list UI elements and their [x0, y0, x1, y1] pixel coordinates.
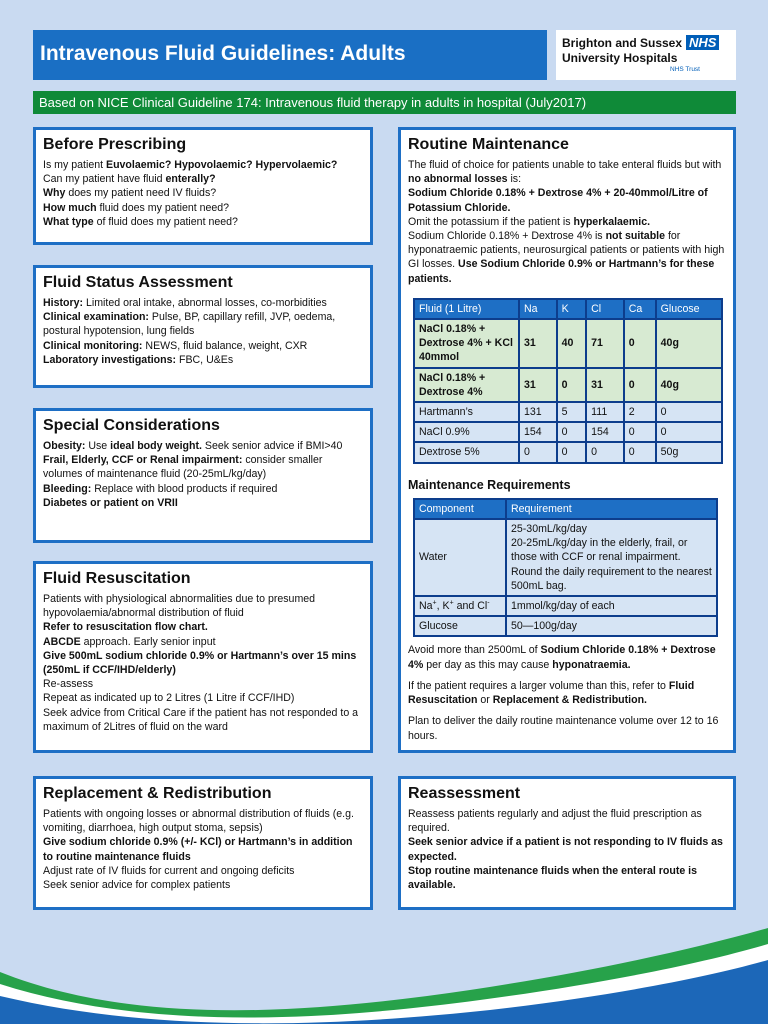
maintenance-requirements-table	[413, 498, 718, 638]
subsection-title: Maintenance Requirements	[408, 477, 571, 492]
section-title: Fluid Resuscitation	[43, 570, 191, 587]
section-title: Fluid Status Assessment	[43, 274, 233, 291]
table-header-row	[414, 299, 722, 319]
section-title: Routine Maintenance	[408, 136, 569, 153]
text-line: Patients with ongoing losses or abnormal distribution of fluids (e.g. vomiting, diarrhoea, high output stoma, sepsis)	[43, 808, 354, 835]
table-header-row	[414, 499, 717, 519]
replacement-box	[33, 776, 373, 910]
section-title: Replacement & Redistribution	[43, 785, 272, 802]
column-header: Ca	[624, 299, 656, 319]
text-line: Seek senior advice if a patient is not responding to IV fluids as expected.	[408, 836, 723, 863]
text-line: Omit the potassium if the patient is hyperkalaemic.	[408, 215, 651, 228]
text-line: Sodium Chloride 0.18% + Dextrose 4% + 20-40mmol/Litre of Potassium Chloride.	[408, 187, 708, 214]
text-line: Reassess patients regularly and adjust the fluid prescription as required.	[408, 808, 702, 835]
text-line: Clinical monitoring: NEWS, fluid balance, weight, CXR	[43, 339, 308, 352]
table-row: Water 25-30mL/kg/day 20-25mL/kg/day in the elderly, frail, or those with CCF or renal impairment. Round the daily requirement to the nearest 500mL bag.	[414, 519, 717, 596]
wave-decoration-icon	[0, 920, 768, 1024]
text-line: Diabetes or patient on VRII	[43, 496, 178, 509]
nice-banner: Based on NICE Clinical Guideline 174: Intravenous fluid therapy in adults in hospital (July2017)	[33, 91, 736, 114]
text-line: Laboratory investigations: FBC, U&Es	[43, 353, 234, 366]
column-header: Glucose	[656, 299, 722, 319]
column-header: Requirement	[506, 499, 717, 519]
text-line: Give 500mL sodium chloride 0.9% or Hartmann’s over 15 mins (250mL if CCF/IHD/elderly)	[43, 649, 357, 677]
nhs-logo-icon: NHS	[686, 35, 719, 50]
fluid-status-box	[33, 265, 373, 388]
text-line: If the patient requires a larger volume than this, refer to Fluid Resuscitation or Replacement & Redistribution.	[408, 679, 695, 707]
text-line: The fluid of choice for patients unable to take enteral fluids but with no abnormal losses is:	[408, 159, 722, 186]
text-line: Is my patient Euvolaemic? Hypovolaemic? Hypervolaemic?	[43, 159, 338, 171]
column-header: Fluid (1 Litre)	[414, 299, 519, 319]
text-line: Adjust rate of IV fluids for current and ongoing deficits	[43, 864, 295, 877]
column-header: Na	[519, 299, 557, 319]
text-line: Stop routine maintenance fluids when the enteral route is available.	[408, 864, 698, 892]
text-line: Obesity: Use ideal body weight. Seek senior advice if BMI>40	[43, 440, 343, 452]
text-line: Give sodium chloride 0.9% (+/- KCl) or Hartmann’s in addition to routine maintenance fluids	[43, 836, 353, 863]
routine-maintenance-box	[398, 127, 736, 753]
table-row: NaCl 0.18% + Dextrose 4% + KCl 40mmol 31 40 71 0 40g	[414, 319, 722, 368]
logo-line3: NHS Trust	[670, 66, 700, 73]
table-row: Na+, K+ and Cl- 1mmol/kg/day of each	[414, 596, 717, 616]
text-line: ABCDE approach. Early senior input	[43, 635, 216, 648]
text-line: Why does my patient need IV fluids?	[43, 187, 217, 200]
text-line: Re-assess	[43, 678, 94, 691]
section-title: Special Considerations	[43, 417, 220, 434]
trust-logo	[556, 30, 736, 80]
fluid-composition-table	[413, 298, 723, 464]
table-row: Hartmann’s 131 5 111 2 0	[414, 402, 722, 422]
text-line: Plan to deliver the daily routine maintenance volume over 12 to 16 hours.	[408, 715, 719, 742]
text-line: Frail, Elderly, CCF or Renal impairment: consider smaller volumes of maintenance fluid (20-25mL/kg/day)	[43, 454, 323, 481]
before-prescribing-box	[33, 127, 373, 245]
text-line: Patients with physiological abnormalities due to presumed hypovolaemia/abnormal distribution of fluid	[43, 593, 316, 620]
text-line: Avoid more than 2500mL of Sodium Chloride 0.18% + Dextrose 4% per day as this may cause hyponatraemia.	[408, 644, 716, 671]
text-line: How much fluid does my patient need?	[43, 201, 230, 214]
table-row: Glucose 50—100g/day	[414, 616, 717, 636]
column-header: Cl	[586, 299, 624, 319]
section-title: Reassessment	[408, 785, 521, 802]
fluid-resuscitation-box	[33, 561, 373, 753]
column-header: K	[557, 299, 587, 319]
table-row: NaCl 0.18% + Dextrose 4% 31 0 31 0 40g	[414, 368, 722, 402]
logo-line1: Brighton and Sussex	[562, 35, 683, 50]
table-row: Dextrose 5% 0 0 0 0 50g	[414, 442, 722, 462]
text-line: History: Limited oral intake, abnormal losses, co-morbidities	[43, 297, 327, 309]
text-line: Can my patient have fluid enterally?	[43, 173, 216, 186]
reassessment-box	[398, 776, 736, 910]
text-line: Refer to resuscitation flow chart.	[43, 621, 208, 634]
section-title: Before Prescribing	[43, 136, 187, 153]
column-header: Component	[414, 499, 506, 519]
text-line: What type of fluid does my patient need?	[43, 215, 238, 228]
text-line: Bleeding: Replace with blood products if required	[43, 482, 278, 495]
page-title: Intravenous Fluid Guidelines: Adults	[33, 30, 547, 80]
table-row: NaCl 0.9% 154 0 154 0 0	[414, 422, 722, 442]
text-line: Repeat as indicated up to 2 Litres (1 Litre if CCF/IHD)	[43, 692, 295, 705]
text-line: Clinical examination: Pulse, BP, capillary refill, JVP, oedema, postural hypotension, lung fields	[43, 311, 336, 338]
logo-line2: University Hospitals	[562, 51, 678, 65]
text-line: Seek advice from Critical Care if the patient has not responded to a maximum of 2Litres of fluid on the ward	[43, 706, 359, 733]
special-considerations-box	[33, 408, 373, 543]
text-line: Seek senior advice for complex patients	[43, 879, 231, 892]
text-line: Sodium Chloride 0.18% + Dextrose 4% is not suitable for hyponatraemic patients, neurosurgical patients or patients with high GI losses. Use Sodium Chloride 0.9% or Hartmann’s for these patients.	[408, 230, 725, 285]
